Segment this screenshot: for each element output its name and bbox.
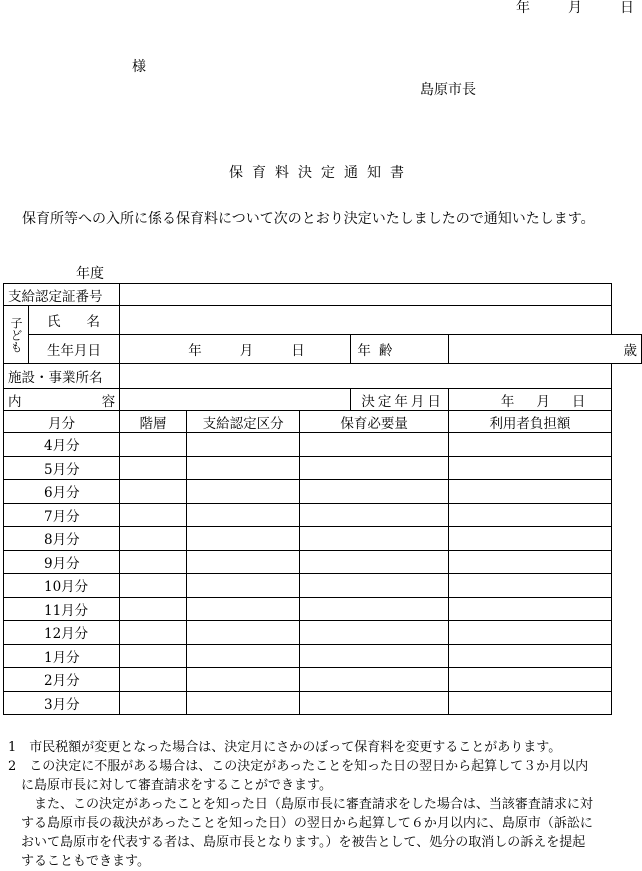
care-amount-cell [300,691,449,715]
month-row [4,597,642,621]
tier-cell [120,668,187,692]
month-label: 11月分 [4,597,120,621]
month-row [4,644,642,668]
care-amount-cell [300,433,449,457]
month-row [4,456,642,480]
note-line: する島原市長の裁決があったことを知った日）の翌日から起算して６か月以内に、島原市（訴訟に [8,816,593,831]
birth-day: 日 [291,343,305,359]
month-label: 1月分 [4,644,120,668]
care-amount-cell [300,503,449,527]
cert-category-cell [186,574,300,598]
month-row [4,574,642,598]
tier-cell [120,597,187,621]
note-line: 2 この決定に不服がある場合は、この決定があったことを知った日の翌日から起算して３か月以内 [8,759,589,774]
care-amount-cell [300,480,449,504]
cert-category-cell [186,597,300,621]
cert-category-cell [186,433,300,457]
cert-category-cell [186,456,300,480]
name-value [120,306,612,335]
fee-table [3,283,642,715]
care-amount-cell [300,597,449,621]
col-cert-category: 支給認定区分 [186,411,300,433]
birthdate-value [120,335,351,364]
month-label: 8月分 [4,527,120,551]
cert-category-cell [186,691,300,715]
user-fee-cell [448,691,611,715]
decision-date-value [448,389,611,411]
user-fee-cell [448,644,611,668]
user-fee-cell [448,456,611,480]
child-label: 子ども [4,306,29,364]
decision-day: 日 [571,393,586,410]
month-label: 5月分 [4,456,120,480]
note-line: また、この決定があったことを知った日（島原市長に審査請求をした場合は、当該審査請求に対 [8,797,593,812]
user-fee-cell [448,597,611,621]
name-label [29,306,120,335]
user-fee-cell [448,503,611,527]
tier-cell [120,550,187,574]
content-label-2: 容 [101,393,116,410]
cert-category-cell [186,644,300,668]
month-label: 10月分 [4,574,120,598]
birthdate-label: 生年月日 [29,335,120,364]
content-label-1: 内 [8,393,22,410]
user-fee-cell [448,550,611,574]
col-month: 月分 [4,411,120,433]
content-value [120,389,351,411]
document-title: 保育料決定通知書 [229,165,413,181]
col-user-fee: 利用者負担額 [448,411,611,433]
date-day: 日 [620,0,634,16]
facility-label: 施設・事業所名 [4,364,120,389]
month-label: 3月分 [4,691,120,715]
month-row [4,691,642,715]
notes [8,738,636,871]
user-fee-cell [448,480,611,504]
note-line: おいて島原市を代表する者は、島原市長となります。）を被告として、処分の取消しの訴えを提起 [8,835,586,850]
cert-category-cell [186,527,300,551]
fiscal-year-label: 年度 [76,266,104,282]
col-tier: 階層 [120,411,187,433]
recipient-suffix: 様 [132,59,146,75]
cert-category-cell [186,503,300,527]
month-label: 9月分 [4,550,120,574]
birth-year: 年 [188,343,202,359]
tier-cell [120,433,187,457]
month-row [4,550,642,574]
decision-date-label: 決定年月日 [351,389,449,411]
care-amount-cell [300,527,449,551]
user-fee-cell [448,574,611,598]
month-row [4,480,642,504]
month-label: 2月分 [4,668,120,692]
month-label: 4月分 [4,433,120,457]
date-month: 月 [568,0,582,16]
facility-value [120,364,612,389]
tier-cell [120,621,187,645]
decision-month: 月 [536,393,550,410]
col-care-amount: 保育必要量 [300,411,449,433]
note-line: に島原市長に対して審査請求をすることができます。 [8,778,332,793]
tier-cell [120,691,187,715]
cert-category-cell [186,550,300,574]
care-amount-cell [300,644,449,668]
age-unit: 歳 [612,335,642,364]
birth-month: 月 [239,343,254,359]
column-header-row [4,411,642,433]
month-row [4,503,642,527]
decision-year: 年 [500,393,515,410]
cert-category-cell [186,621,300,645]
date-year: 年 [516,0,530,16]
tier-cell [120,456,187,480]
user-fee-cell [448,433,611,457]
cert-number-value [120,284,612,306]
user-fee-cell [448,668,611,692]
date-header [516,0,634,17]
month-row [4,668,642,692]
month-label: 12月分 [4,621,120,645]
note-line: することもできます。 [8,854,150,869]
month-label: 6月分 [4,480,120,504]
tier-cell [120,503,187,527]
age-value [448,335,611,364]
note-line: 1 市民税額が変更となった場合は、決定月にさかのぼって保育料を変更することがあります。 [8,740,562,755]
tier-cell [120,527,187,551]
care-amount-cell [300,621,449,645]
age-label: 年齢 [351,335,449,364]
month-row [4,621,642,645]
cert-number-label: 支給認定証番号 [4,284,120,306]
tier-cell [120,480,187,504]
cert-category-cell [186,668,300,692]
tier-cell [120,574,187,598]
care-amount-cell [300,550,449,574]
content-label [4,389,120,411]
issuer: 島原市長 [420,82,476,98]
tier-cell [120,644,187,668]
month-label: 7月分 [4,503,120,527]
user-fee-cell [448,621,611,645]
user-fee-cell [448,527,611,551]
name-label-2: 名 [86,314,100,330]
intro-text: 保育所等への入所に係る保育料について次のとおり決定いたしましたので通知いたします。 [22,211,595,227]
care-amount-cell [300,574,449,598]
cert-category-cell [186,480,300,504]
name-label-1: 氏 [47,314,61,330]
care-amount-cell [300,456,449,480]
month-row [4,527,642,551]
month-row [4,433,642,457]
care-amount-cell [300,668,449,692]
